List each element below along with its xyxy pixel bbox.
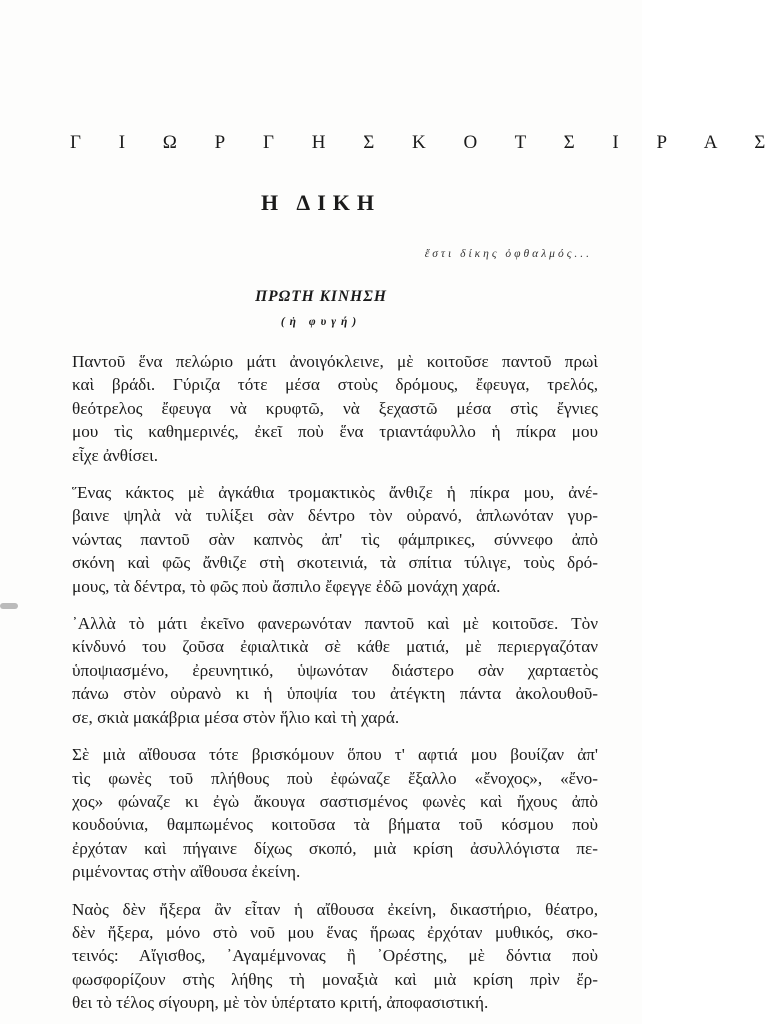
author-name: Γ Ι Ω Ρ Γ Η Σ Κ Ο Τ Σ Ι Ρ Α Σ (70, 132, 782, 153)
paragraph-3 (72, 612, 598, 729)
text-line: Ναὸς δὲν ἤξερα ἂν εἶταν ἡ αἴθουσα ἐκείνη, δικαστήριο, θέατρο, (72, 899, 598, 919)
text-line: Παντοῦ ἕνα πελώριο μάτι ἀνοιγόκλεινε, μὲ κοιτοῦσε παντοῦ πρωὶ (72, 352, 598, 371)
epigraph: ἔστι δίκης ὀφθαλμός... (424, 248, 592, 260)
section-subtitle: (ἡ φυγή) (280, 316, 362, 328)
text-line: καὶ βράδι. Γύριζα τότε μέσα στοὺς δρόμους, ἔφευγα, τρελός, (72, 375, 598, 395)
text-line: δὲν ἤξερα, μόνο στὸ νοῦ μου ἕνας ἥρωας ἐρχόταν μυθικός, σκο- (72, 922, 598, 942)
body-text (72, 350, 598, 1029)
text-line: βαινε ψηλὰ νὰ τυλίξει σὰν δέντρο τὸν οὐρανό, ἁπλωνόταν γυρ- (72, 506, 598, 526)
paragraph-2 (72, 481, 598, 598)
text-line: θεότρελος ἔφευγα νὰ κρυφτῶ, νὰ ξεχαστῶ μέσα στὶς ἔγνιες (72, 398, 598, 418)
text-line: μου τὶς καθημερινές, ἐκεῖ ποὺ ἕνα τριαντάφυλλο ἡ πίκρα μου (72, 422, 598, 442)
text-line: Ἕνας κάκτος μὲ ἀγκάθια τρομακτικὸς ἄνθιζε ἡ πίκρα μου, ἀνέ- (72, 483, 598, 503)
text-line: εἶχε ἀνθίσει. (72, 445, 159, 465)
text-line: σε, σκιὰ μακάβρια μέσα στὸν ἥλιο καὶ τὴ χαρά. (72, 707, 400, 727)
text-line: νώντας παντοῦ σὰν καπνὸς ἀπ' τὶς φάμπρικες, σύννεφο ἀπὸ (72, 529, 598, 549)
text-line: σκόνη καὶ φῶς ἄνθιζε στὴ σκοτεινιά, τὰ σπίτια τύλιγε, τοὺς δρό- (72, 553, 598, 573)
text-line: φωσφορίζουν στὴς λήθης τὴ μοναξιὰ καὶ μιὰ κρίση πρὶν ἔρ- (72, 969, 598, 989)
text-line: ᾿Αλλὰ τὸ μάτι ἐκεῖνο φανερωνόταν παντοῦ καὶ μὲ κοιτοῦσε. Τὸν (72, 614, 598, 634)
text-line: κίνδυνό του ζοῦσα ἐφιαλτικὰ σὲ κάθε ματιά, μὲ περιεργαζόταν (72, 637, 598, 657)
text-line: κουδούνια, θαμπωμένος κοιτοῦσα τὰ βήματα τοῦ κόσμου ποὺ (72, 815, 598, 835)
paragraph-1 (72, 350, 598, 467)
text-line: Σὲ μιὰ αἴθουσα τότε βρισκόμουν ὅπου τ' αφτιά μου βουίζαν ἀπ' (72, 745, 598, 765)
text-line: μους, τὰ δέντρα, τὸ φῶς ποὺ ἄσπιλο ἔφεγγε ἐδῶ μονάχη χαρά. (72, 576, 501, 596)
scan-mark (0, 603, 18, 609)
text-line: ἐρχόταν καὶ πήγαινε δίχως σκοπό, μιὰ κρίση ἀσυλλόγιστα πε- (72, 838, 598, 858)
text-line: χος» φώναζε κι ἐγὼ ἄκουγα σαστισμένος φωνὲς καὶ ἤχους ἀπὸ (72, 791, 598, 811)
work-title: Η ΔΙΚΗ (261, 190, 381, 215)
text-line: ριμένοντας στὴν αἴθουσα ἐκείνη. (72, 862, 301, 882)
text-line: ὑποψιασμένο, ἐρευνητικό, ὑψωνόταν διάστερο σὰν χαρταετὸς (72, 660, 598, 680)
text-line: τὶς φωνὲς τοῦ πλήθους ποὺ ἐφώναζε ἔξαλλο «ἔνοχος», «ἔνο- (72, 768, 598, 788)
paragraph-4 (72, 743, 598, 883)
paragraph-5 (72, 898, 598, 1015)
section-title: ΠΡΩΤΗ ΚΙΝΗΣΗ (255, 288, 387, 305)
text-line: θει τὸ τέλος σίγουρη, μὲ τὸν ὑπέρτατο κριτή, ἀποφασιστική. (72, 993, 489, 1013)
text-line: τεινός: Αἴγισθος, ᾿Αγαμέμνονας ἢ ᾿Ορέστης, μὲ δόντια ποὺ (72, 946, 598, 966)
text-line: πάνω στὸν οὐρανὸ κι ἡ ὑποψία του ἀτέγκτη πάντα ἀκολουθοῦ- (72, 684, 598, 704)
